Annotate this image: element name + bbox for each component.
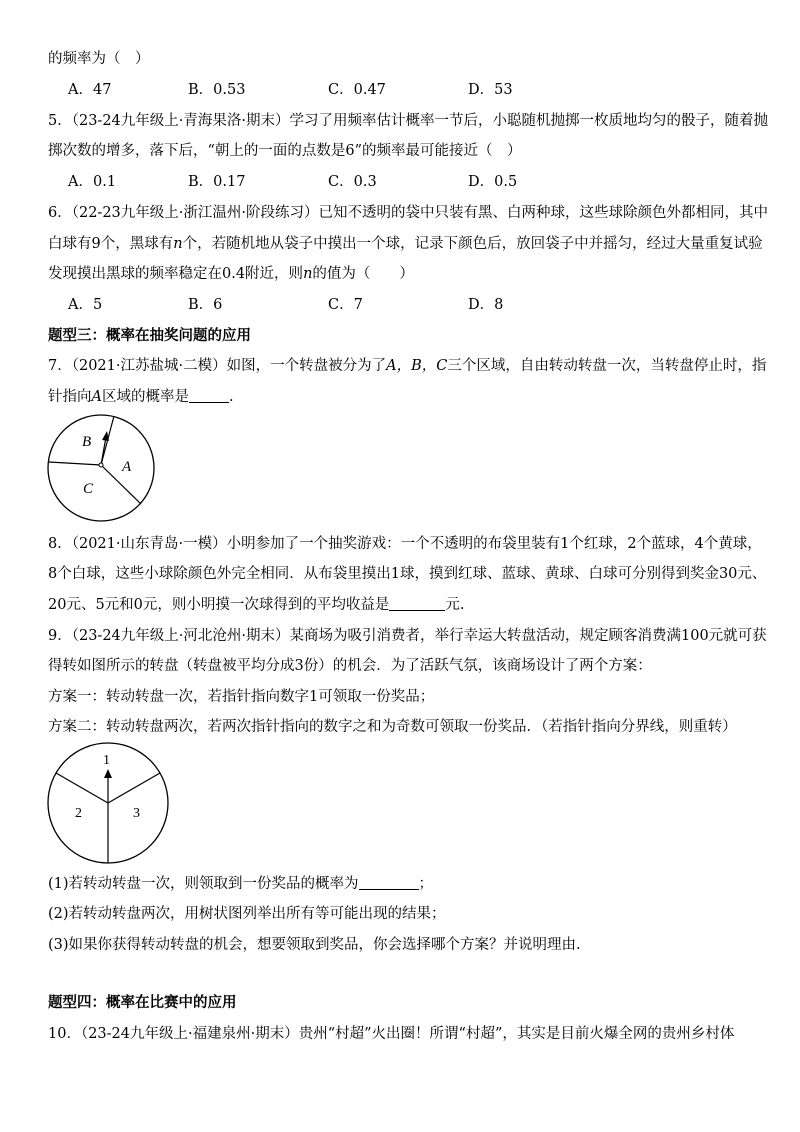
q8-line-2: 8个白球，这些小球除颜色外完全相同．从布袋里摸出1球，摸到红球、蓝球、黄球、白球可分别得到奖金30元、 [48, 566, 767, 582]
q4-option-d: D．53 [468, 82, 513, 98]
q4-option-b: B．0.53 [188, 82, 246, 98]
q5-line-1: 5．（23-24九年级上·青海果洛·期末）学习了用频率估计概率一节后，小聪随机抛掷一枚质地均匀的骰子，随着抛 [48, 113, 768, 129]
q9-plan-2: 方案二：转动转盘两次，若两次指针指向的数字之和为奇数可领取一份奖品．（若指针指向分界线，则重转） [48, 719, 737, 735]
q9-subquestion-2: (2)若转动转盘两次，用树状图列举出所有等可能出现的结果； [48, 906, 446, 922]
q9-plan-1: 方案一：转动转盘一次，若指针指向数字1可领取一份奖品； [48, 689, 435, 705]
q7-line-2: 针指向A区域的概率是 . [48, 389, 234, 405]
q9-spinner-diagram [46, 741, 170, 865]
q4-tail: 的频率为（ ） [48, 51, 150, 67]
q5-option-a: A．0.1 [68, 174, 117, 190]
q9-answer-blank[interactable] [359, 889, 419, 890]
q6-option-b: B．6 [188, 297, 223, 313]
q10-line-1: 10．（23-24九年级上·福建泉州·期末）贵州“村超”火出圈！所谓“村超”，其实是目前火爆全网的贵州乡村体 [48, 1026, 735, 1042]
q6-option-c: C．7 [328, 297, 363, 313]
q9-label-1: 1 [103, 753, 110, 768]
q9-label-2: 2 [75, 806, 82, 821]
q7-label-a: A [122, 459, 132, 475]
q9-label-3: 3 [133, 806, 140, 821]
q8-line-3: 20元、5元和0元，则小明摸一次球得到的平均收益是 元. [48, 597, 465, 613]
section-4-heading: 题型四：概率在比赛中的应用 [48, 994, 237, 1011]
q6-line-2: 白球有9个，黑球有n个，若随机地从袋子中摸出一个球，记录下颜色后，放回袋子中并摇匀，经过大量重复试验 [48, 236, 763, 252]
q9-subquestion-1: (1)若转动转盘一次，则领取到一份奖品的概率为 ； [48, 876, 434, 892]
q7-spinner-diagram [46, 413, 156, 523]
q9-subquestion-3: (3)如果你获得转动转盘的机会，想要领取到奖品，你会选择哪个方案？并说明理由. [48, 937, 581, 953]
q9-line-1: 9．（23-24九年级上·河北沧州·期末）某商场为吸引消费者，举行幸运大转盘活动，规定顾客消费满100元就可获 [48, 628, 767, 644]
q7-answer-blank[interactable] [189, 402, 229, 403]
q6-line-1: 6．（22-23九年级上·浙江温州·阶段练习）已知不透明的袋中只装有黑、白两种球，这些球除颜色外都相同，其中 [48, 205, 768, 221]
q9-line-2: 得转如图所示的转盘（转盘被平均分成3份）的机会．为了活跃气氛，该商场设计了两个方案： [48, 658, 652, 674]
q6-line-3: 发现摸出黑球的频率稳定在0.4附近，则n的值为（ ） [48, 266, 414, 282]
q8-line-1: 8．（2021·山东青岛·一模）小明参加了一个抽奖游戏：一个不透明的布袋里装有1个红球，2个蓝球，4个黄球， [48, 536, 762, 552]
q5-option-d: D．0.5 [468, 174, 518, 190]
q7-line-1: 7．（2021·江苏盐城·二模）如图，一个转盘被分为了A，B，C三个区域，自由转动转盘一次，当转盘停止时，指 [48, 358, 767, 374]
q6-option-d: D．8 [468, 297, 504, 313]
q8-answer-blank[interactable] [389, 610, 445, 611]
section-3-heading: 题型三：概率在抽奖问题的应用 [48, 327, 251, 344]
q5-line-2: 掷次数的增多，落下后，“朝上的一面的点数是6”的频率最可能接近（ ） [48, 143, 522, 159]
q4-option-a: A．47 [68, 82, 112, 98]
q4-option-c: C．0.47 [328, 82, 386, 98]
q5-option-c: C．0.3 [328, 174, 377, 190]
q6-option-a: A．5 [68, 297, 103, 313]
q7-label-b: B [82, 434, 92, 450]
q7-label-c: C [83, 481, 94, 497]
q5-option-b: B．0.17 [188, 174, 246, 190]
